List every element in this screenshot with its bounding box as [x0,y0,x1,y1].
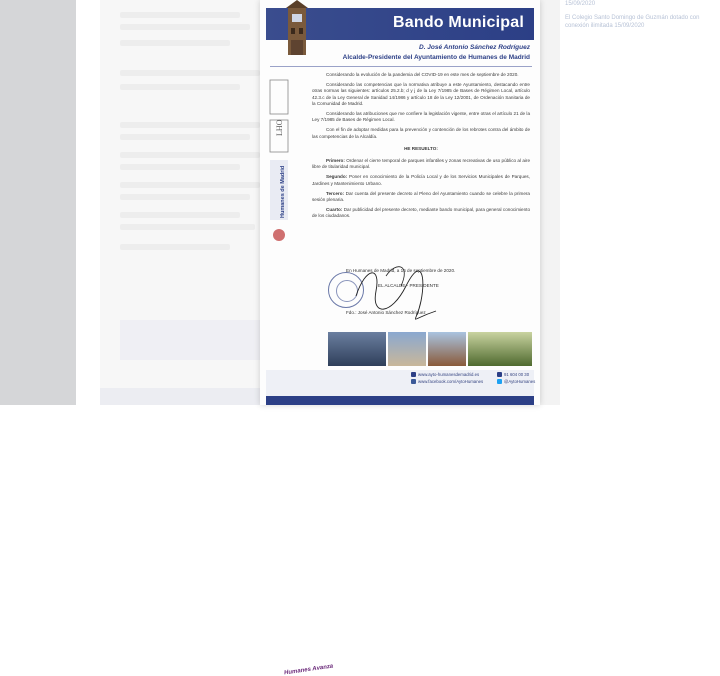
footer-twitter: @AytoHumanes [504,379,536,384]
background-document-blurred [100,0,268,405]
town-hall-tower-icon [280,0,314,55]
photo-fountain [328,332,386,366]
twitter-icon [497,379,502,384]
paragraph-attributions: Considerando las atribuciones que me confiere la legislación vigente, entre otras el artículo 21 de la Ley 7/1985 de Bases de Régimen Local. [312,111,530,123]
photo-park [468,332,532,366]
municipal-margin-seal [268,80,302,250]
document-body [312,72,530,224]
place-and-date: En Humanes de Madrid, a 16 de septiembre de 2020. [346,268,456,273]
paragraph-competencies: Considerando las competencias que la normativa atribuye a este Ayuntamiento, destacando entre otras normas las siguientes: artículos 25.2.b; d y j de la Ley 7/1985 de Bases de Régimen Local, artículo 42.3.c de la Ley General de Sanidad 14/1986 y artículo 18 de la Ley 12/2001, de Ordenación Sanitaria de la Comunidad de Madrid. [312,82,530,106]
paragraph-purpose: Con el fin de adoptar medidas para la prevención y contención de los rebrotes contra del ámbito de las competencias de la Alcaldía. [312,127,530,139]
resolution-fourth-text: Dar publicidad del presente decreto, mediante bando municipal, para general conocimiento de los ciudadanos. [312,207,530,219]
svg-text:LHO: LHO [275,119,284,136]
resolution-fourth [312,207,530,219]
document-title: Bando Municipal [393,14,524,31]
left-gray-panel [0,0,76,405]
handwritten-signature [346,256,446,326]
slogan-logo: Humanes Avanza [283,663,334,676]
resolution-third-text: Dar cuenta del presente decreto al Pleno del Ayuntamiento cuando se celebre la primera sesión plenaria. [312,190,530,203]
svg-text:Humanes de Madrid: Humanes de Madrid [280,165,286,218]
paragraph-pandemic: Considerando la evolución de la pandemia del COVID-19 en este mes de septiembre de 2020. [326,72,519,77]
resolution-first [312,158,530,170]
resolution-first-label: Primero: [326,158,345,164]
footer-bottom-bar [266,396,534,405]
phone-icon [497,372,502,377]
photo-town-hall [428,332,466,366]
header-divider [270,66,532,67]
footer-phone: 91 604 00 30 [504,372,530,377]
sidebar-link-date[interactable]: 15/09/2020 [565,1,596,7]
signatory-name: D. José Antonio Sánchez Rodríguez [419,44,530,51]
signer-name: Fdo.: José Antonio Sánchez Rodríguez [346,310,426,315]
resolution-third-label: Tercero: [326,190,345,196]
resolution-fourth-label: Cuarto: [326,207,343,213]
resolution-second-label: Segundo: [326,174,348,180]
resolution-second [312,174,530,186]
resolution-second-text: Poner en conocimiento de la Policía Local y de los Servicios Municipales de Parques, Jardines y Mantenimiento Urbano. [312,174,530,186]
related-news-sidebar [565,0,715,36]
signer-title: EL ALCALDE - PRESIDENTE [378,283,439,288]
signatory-role: Alcalde-Presidente del Ayuntamiento de Humanes de Madrid [342,54,530,61]
resolution-first-text: Ordenar el cierre temporal de parques infantiles y zonas recreativas de uso público al aire libre de titularidad municipal. [312,158,530,170]
resolution-heading: HE RESUELTO: [404,145,438,151]
sidebar-link-news[interactable]: El Colegio Santo Domingo de Guzmán dotado con conexión ilimitada 15/09/2020 [565,15,700,29]
footer-website: www.ayto-humanesdemadrid.es [418,372,480,377]
document-footer [266,370,534,396]
web-icon [411,372,416,377]
resolution-third [312,191,530,203]
bando-document [260,0,540,676]
photo-church [388,332,426,366]
footer-facebook: www.facebook.com/AytoHumanes [418,379,484,384]
facebook-icon [411,379,416,384]
